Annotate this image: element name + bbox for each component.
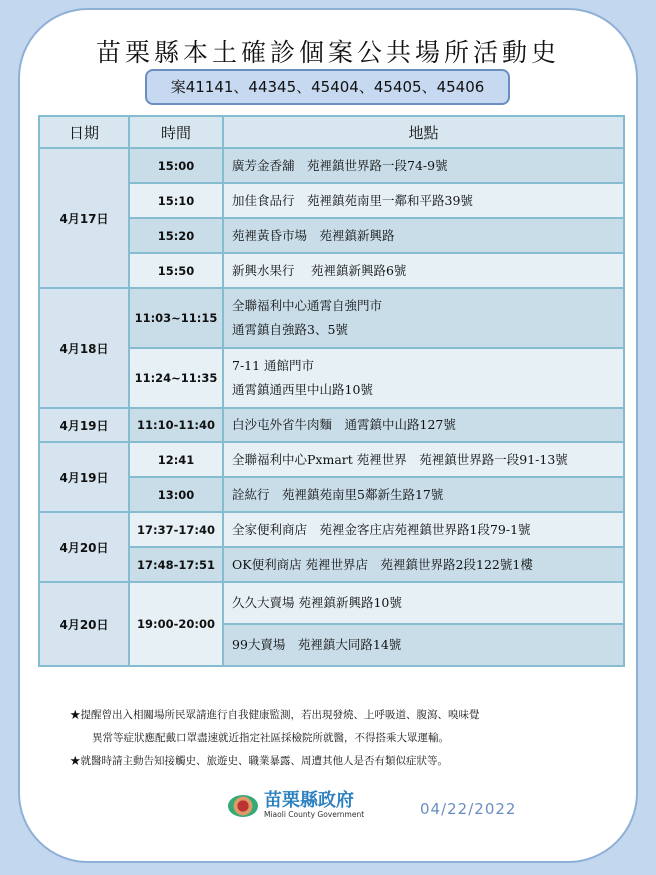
logo-english: Miaoli County Government bbox=[264, 810, 365, 819]
notice-line: ★提醒曾出入相關場所民眾請進行自我健康監測，若出現發燒、上呼吸道、腹瀉、嗅味覺 bbox=[70, 709, 480, 721]
time-cell: 17:37-17:40 bbox=[129, 512, 223, 547]
place-cell bbox=[223, 288, 624, 348]
place-cell bbox=[223, 183, 624, 218]
place-line: 新興水果行 苑裡鎮新興路6號 bbox=[232, 262, 407, 278]
date-cell: 4月19日 bbox=[39, 408, 129, 442]
table-row bbox=[39, 442, 624, 477]
place-line: 99大賣場 苑裡鎮大同路14號 bbox=[232, 637, 402, 652]
time-cell: 11:24~11:35 bbox=[129, 348, 223, 408]
time-cell: 13:00 bbox=[129, 477, 223, 512]
time-cell: 19:00-20:00 bbox=[129, 582, 223, 666]
place-line: 全聯福利中心通霄自強門市 bbox=[232, 298, 383, 313]
place-line: OK便利商店 苑裡世界店 苑裡鎮世界路2段122號1樓 bbox=[232, 556, 533, 572]
header-date: 日期 bbox=[39, 116, 129, 148]
table-row bbox=[39, 512, 624, 547]
time-cell: 15:10 bbox=[129, 183, 223, 218]
time-cell: 15:50 bbox=[129, 253, 223, 288]
date-cell: 4月18日 bbox=[39, 288, 129, 408]
table-row bbox=[39, 288, 624, 348]
table-row bbox=[39, 408, 624, 442]
time-cell: 11:03~11:15 bbox=[129, 288, 223, 348]
place-line: 全家便利商店 苑裡金客庄店苑裡鎮世界路1段79-1號 bbox=[232, 521, 531, 537]
health-notice bbox=[70, 704, 600, 773]
header-place: 地點 bbox=[223, 116, 624, 148]
government-logo bbox=[228, 792, 364, 819]
place-line: 7-11 通館門市 bbox=[232, 358, 315, 373]
place-line: 白沙屯外省牛肉麵 通霄鎮中山路127號 bbox=[232, 417, 456, 432]
date-cell: 4月19日 bbox=[39, 442, 129, 512]
time-cell: 12:41 bbox=[129, 442, 223, 477]
place-cell bbox=[223, 218, 624, 253]
table-row bbox=[39, 582, 624, 624]
place-line: 苑裡黃昏市場 苑裡鎮新興路 bbox=[232, 227, 395, 243]
time-cell: 11:10-11:40 bbox=[129, 408, 223, 442]
case-numbers-badge: 案41141、44345、45404、45405、45406 bbox=[145, 69, 510, 105]
place-line: 全聯福利中心Pxmart 苑裡世界 苑裡鎮世界路一段91-13號 bbox=[232, 451, 568, 467]
place-cell bbox=[223, 348, 624, 408]
time-cell: 15:20 bbox=[129, 218, 223, 253]
place-cell bbox=[223, 624, 624, 666]
page-title: 苗栗縣本土確診個案公共場所活動史 bbox=[95, 38, 560, 67]
activity-table bbox=[38, 115, 625, 667]
place-line: 通霄鎮通西里中山路10號 bbox=[232, 382, 373, 397]
place-cell bbox=[223, 148, 624, 183]
place-line: 通霄鎮自強路3、5號 bbox=[232, 322, 348, 337]
table-row bbox=[39, 148, 624, 183]
notice-line: 異常等症狀應配戴口罩盡速就近指定社區採檢院所就醫，不得搭乘大眾運輸。 bbox=[92, 732, 449, 744]
county-emblem-icon bbox=[228, 795, 258, 817]
date-cell: 4月20日 bbox=[39, 512, 129, 582]
place-line: 詮紘行 苑裡鎮苑南里5鄰新生路17號 bbox=[232, 486, 444, 502]
place-cell bbox=[223, 253, 624, 288]
time-cell: 15:00 bbox=[129, 148, 223, 183]
place-cell bbox=[223, 512, 624, 547]
date-cell: 4月17日 bbox=[39, 148, 129, 288]
place-cell bbox=[223, 547, 624, 582]
place-cell bbox=[223, 582, 624, 624]
header-time: 時間 bbox=[129, 116, 223, 148]
place-cell bbox=[223, 442, 624, 477]
place-line: 久久大賣場 苑裡鎮新興路10號 bbox=[232, 595, 402, 610]
place-line: 廣芳金香舖 苑裡鎮世界路一段74-9號 bbox=[232, 157, 448, 173]
publish-date: 04/22/2022 bbox=[420, 800, 517, 818]
date-cell: 4月20日 bbox=[39, 582, 129, 666]
logo-name: 苗栗縣政府 bbox=[264, 790, 354, 811]
place-line: 加佳食品行 苑裡鎮苑南里一鄰和平路39號 bbox=[232, 192, 473, 208]
time-cell: 17:48-17:51 bbox=[129, 547, 223, 582]
place-cell bbox=[223, 477, 624, 512]
place-cell bbox=[223, 408, 624, 442]
notice-line: ★就醫時請主動告知接觸史、旅遊史、職業暴露、周遭其他人是否有類似症狀等。 bbox=[70, 755, 448, 767]
